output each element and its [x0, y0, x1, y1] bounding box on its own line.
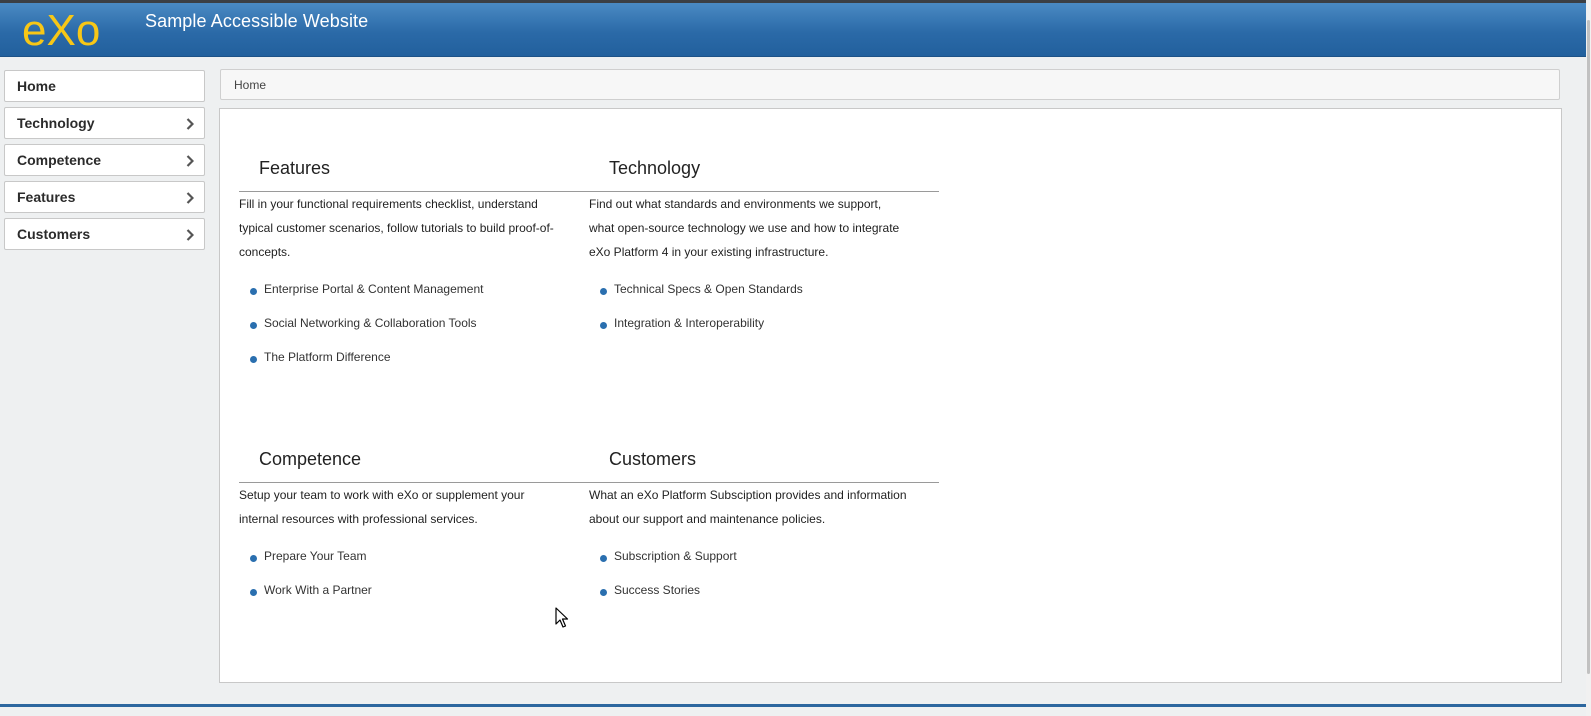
- list-link[interactable]: Subscription & Support: [614, 549, 737, 563]
- block-title[interactable]: Features: [259, 158, 331, 178]
- list-link[interactable]: Social Networking & Collaboration Tools: [264, 316, 477, 330]
- scrollbar[interactable]: [1586, 0, 1591, 716]
- bullet-icon: [250, 555, 257, 562]
- competence-block: [239, 442, 589, 618]
- chevron-right-icon: [186, 229, 194, 241]
- chevron-right-icon: [186, 192, 194, 204]
- features-block: [239, 151, 589, 385]
- bullet-icon: [250, 589, 257, 596]
- logo-text: eXo: [22, 6, 101, 53]
- block-description: Find out what standards and environments we support, what open-source technology we use and how to integrate eXo Platform 4 in your existing infrastructure.: [589, 197, 900, 259]
- breadcrumb: [220, 69, 1560, 100]
- list-item: [239, 584, 589, 618]
- list-item: [239, 351, 589, 385]
- nav-item-home[interactable]: [4, 70, 205, 102]
- block-description: Fill in your functional requirements checklist, understand typical customer scenarios, follow tutorials to build proof-of-concepts.: [239, 197, 554, 259]
- exo-logo[interactable]: [22, 5, 122, 53]
- customers-block: [589, 442, 939, 618]
- block-description: What an eXo Platform Subsciption provides and information about our support and maintenance policies.: [589, 488, 907, 526]
- list-link[interactable]: Work With a Partner: [264, 583, 372, 597]
- bullet-icon: [600, 555, 607, 562]
- scrollbar-thumb[interactable]: [1587, 20, 1590, 674]
- link-list: [589, 550, 939, 618]
- list-item: [589, 283, 939, 317]
- nav-item-label: Competence: [17, 152, 102, 168]
- nav-item-competence[interactable]: [4, 144, 205, 176]
- technology-block: [589, 151, 939, 351]
- list-item: [239, 283, 589, 317]
- block-title[interactable]: Customers: [609, 449, 697, 469]
- block-description: Setup your team to work with eXo or supplement your internal resources with professional services.: [239, 488, 525, 526]
- list-link[interactable]: Success Stories: [614, 583, 701, 597]
- nav-item-customers[interactable]: [4, 218, 205, 250]
- block-title[interactable]: Competence: [259, 449, 362, 469]
- list-link[interactable]: Technical Specs & Open Standards: [614, 282, 803, 296]
- sidebar-nav: [4, 70, 205, 255]
- bullet-icon: [600, 589, 607, 596]
- nav-item-technology[interactable]: [4, 107, 205, 139]
- mouse-cursor-icon: [555, 607, 569, 629]
- nav-item-features[interactable]: [4, 181, 205, 213]
- bullet-icon: [250, 322, 257, 329]
- nav-item-label: Features: [17, 189, 76, 205]
- nav-item-label: Customers: [17, 226, 91, 242]
- site-title[interactable]: Sample Accessible Website: [145, 11, 369, 31]
- list-item: [589, 317, 939, 351]
- nav-item-label: Technology: [17, 115, 95, 131]
- list-link[interactable]: Prepare Your Team: [264, 549, 367, 563]
- link-list: [239, 283, 589, 385]
- site-header: [0, 3, 1586, 57]
- bullet-icon: [250, 288, 257, 295]
- block-title[interactable]: Technology: [609, 158, 701, 178]
- bullet-icon: [250, 356, 257, 363]
- list-item: [239, 317, 589, 351]
- list-link[interactable]: Integration & Interoperability: [614, 316, 765, 330]
- list-link[interactable]: Enterprise Portal & Content Management: [264, 282, 484, 296]
- list-item: [239, 550, 589, 584]
- footer-bar: [0, 704, 1586, 707]
- list-link[interactable]: The Platform Difference: [264, 350, 391, 364]
- bullet-icon: [600, 288, 607, 295]
- list-item: [589, 550, 939, 584]
- nav-item-label: Home: [17, 78, 56, 94]
- breadcrumb-item-home[interactable]: Home: [234, 78, 267, 92]
- chevron-right-icon: [186, 118, 194, 130]
- bullet-icon: [600, 322, 607, 329]
- content-panel: [219, 108, 1562, 683]
- chevron-right-icon: [186, 155, 194, 167]
- list-item: [589, 584, 939, 618]
- link-list: [239, 550, 589, 618]
- link-list: [589, 283, 939, 351]
